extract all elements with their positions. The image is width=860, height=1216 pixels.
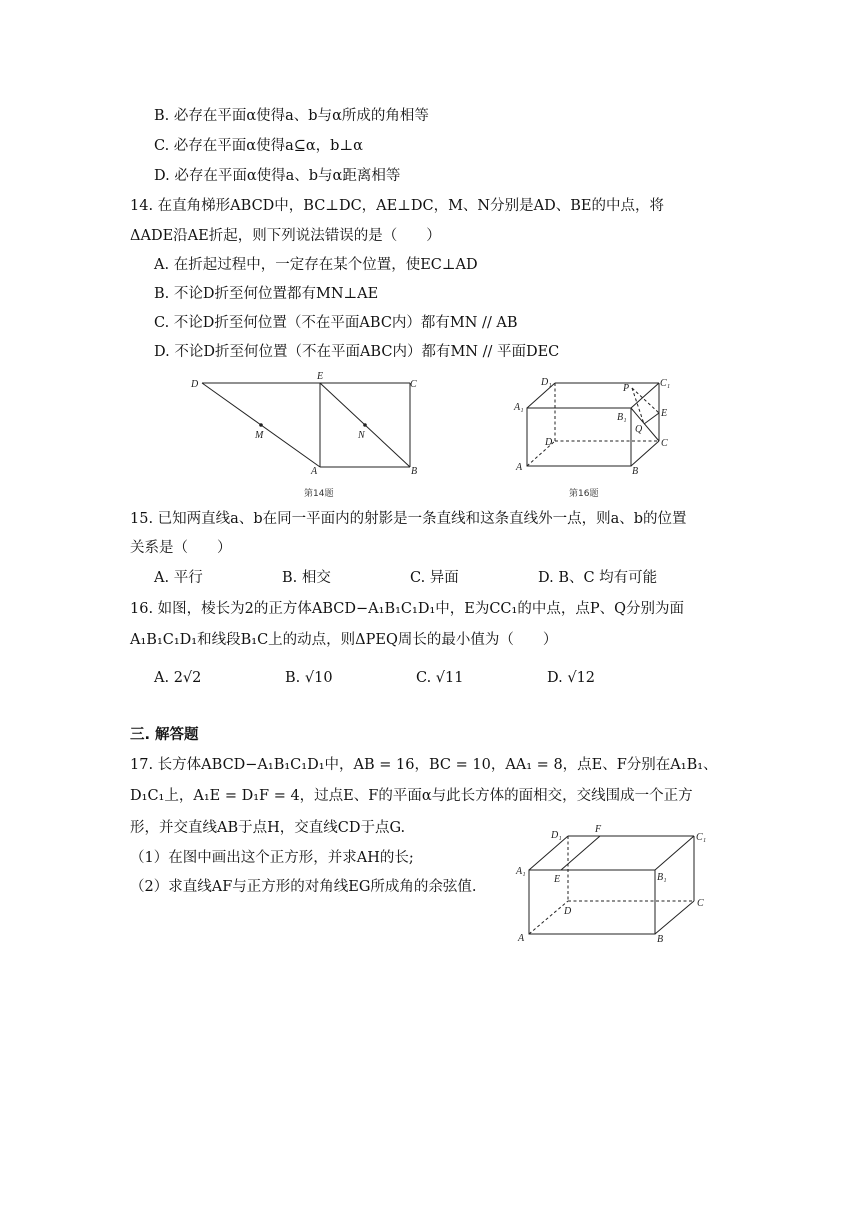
q16-option-d: D. √12 (547, 670, 596, 686)
fig17-label-f: F (595, 824, 602, 835)
q14-option-d: D. 不论D折至何位置（不在平面ABC内）都有MN // 平面DEC (154, 344, 560, 360)
q15-option-c: C. 异面 (410, 570, 459, 586)
q13-option-c: C. 必存在平面α使得a⊆α，b⊥α (154, 138, 363, 154)
fig16-label-e: E (661, 408, 668, 419)
q16-option-c: C. √11 (416, 670, 464, 686)
fig16-label-b1: B₁ (617, 412, 627, 423)
fig17-label-d1: D₁ (551, 830, 562, 841)
q16-stem-line1: 16. 如图，棱长为2的正方体ABCD−A₁B₁C₁D₁中，E为CC₁的中点，点P、Q分别为面 (130, 601, 684, 617)
fig14-label-d: D (191, 379, 199, 390)
fig16-label-a1: A₁ (514, 402, 524, 413)
fig17-label-d: D (564, 906, 572, 917)
q16-option-a: A. 2√2 (154, 670, 202, 686)
q15-option-b: B. 相交 (282, 570, 331, 586)
q15-option-a: A. 平行 (154, 570, 203, 586)
fig17-label-a: A (518, 933, 525, 944)
fig16-label-p: P (623, 383, 630, 394)
fig16-label-d1: D₁ (541, 377, 552, 388)
fig17-label-e: E (554, 874, 561, 885)
fig17-label-c: C (697, 898, 704, 909)
fig16-label-c: C (661, 438, 668, 449)
fig14-caption: 第14题 (304, 489, 334, 499)
fig14-label-a: A (311, 466, 318, 477)
q15-stem-line1: 15. 已知两直线a、b在同一平面内的射影是一条直线和这条直线外一点，则a、b的位置 (130, 511, 687, 527)
fig14-label-m: M (255, 430, 264, 441)
q17-stem-line3: 形，并交直线AB于点H，交直线CD于点G. (130, 820, 406, 836)
fig14-label-c: C (410, 379, 417, 390)
fig14-label-e: E (317, 371, 324, 382)
q15-options (154, 568, 657, 588)
fig16-label-c1: C₁ (660, 378, 671, 389)
q14-option-a: A. 在折起过程中，一定存在某个位置，使EC⊥AD (154, 257, 478, 273)
q13-option-d: D. 必存在平面α使得a、b与α距离相等 (154, 168, 401, 184)
fig16-caption: 第16题 (569, 489, 599, 499)
fig14-label-n: N (358, 430, 365, 441)
q14-option-b: B. 不论D折至何位置都有MN⊥AE (154, 286, 379, 302)
figure-q17 (510, 822, 730, 952)
q16-stem-line2: A₁B₁C₁D₁和线段B₁C上的动点，则ΔPEQ周长的最小值为（ ） (130, 632, 558, 648)
q17-stem-line1: 17. 长方体ABCD−A₁B₁C₁D₁中，AB = 16，BC = 10，AA₁ = 8，点E、F分别在A₁B₁、 (130, 757, 718, 773)
fig17-label-a1: A₁ (516, 866, 526, 877)
fig17-label-c1: C₁ (696, 832, 707, 843)
q14-stem-line2: ΔADE沿AE折起，则下列说法错误的是（ ） (130, 228, 441, 244)
fig16-label-b: B (632, 466, 639, 477)
q17-stem-line2: D₁C₁上，A₁E = D₁F = 4，过点E、F的平面α与此长方体的面相交，交线围成一个正方 (130, 788, 693, 804)
figure-q16 (505, 368, 685, 503)
q16-options (154, 668, 595, 688)
q14-stem-line1: 14. 在直角梯形ABCD中，BC⊥DC，AE⊥DC，M、N分别是AD、BE的中点，将 (130, 198, 664, 214)
fig16-label-a: A (516, 462, 523, 473)
fig16-label-d: D (545, 437, 553, 448)
fig14-label-b: B (411, 466, 418, 477)
q14-option-c: C. 不论D折至何位置（不在平面ABC内）都有MN // AB (154, 315, 518, 331)
figure-q14 (180, 368, 440, 503)
fig17-label-b: B (657, 934, 664, 945)
q15-stem-line2: 关系是（ ） (130, 540, 232, 556)
q13-option-b: B. 必存在平面α使得a、b与α所成的角相等 (154, 108, 429, 124)
q17-part2: （2）求直线AF与正方形的对角线EG所成角的余弦值. (130, 879, 477, 895)
q15-option-d: D. B、C 均有可能 (538, 570, 658, 586)
fig17-label-b1: B₁ (657, 872, 667, 883)
q17-part1: （1）在图中画出这个正方形，并求AH的长; (130, 850, 414, 866)
fig16-label-q: Q (635, 424, 643, 435)
q16-option-b: B. √10 (285, 670, 333, 686)
section-heading: 三. 解答题 (130, 727, 199, 743)
